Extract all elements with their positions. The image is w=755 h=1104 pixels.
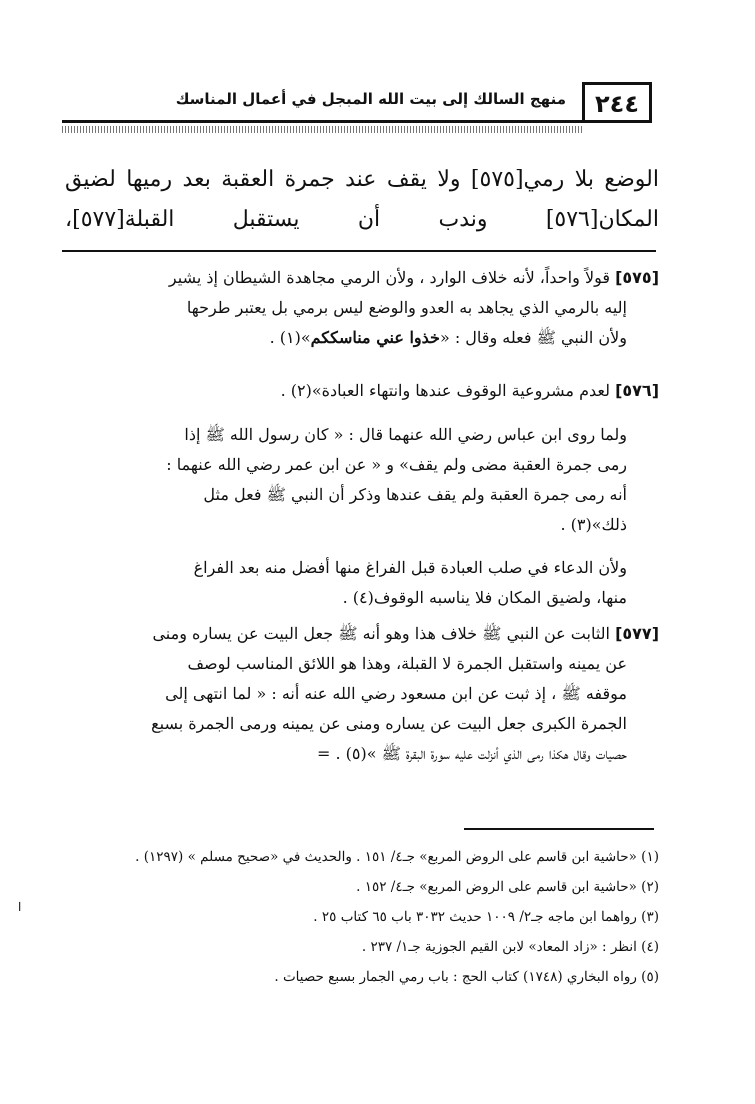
commentary-line: عن يمينه واستقبل الجمرة لا القبلة، وهذا هو اللائق المناسب لوصف [187,654,627,673]
header-hatch-divider [62,126,582,133]
main-text-line: المكان[٥٧٦] وندب أن يستقبل القبلة[٥٧٧]، [65,207,659,232]
footnotes [65,842,659,992]
commentary-line: ولما روى ابن عباس رضي الله عنهما قال : « كان رسول الله ﷺ إذا [184,425,627,444]
footnote: (١) «حاشية ابن قاسم على الروض المربع» جـ٤/ ١٥١ . والحديث في «صحيح مسلم » (١٢٩٧) . [135,849,659,865]
commentary-line: حصيات وقال هكذا رمى الذي أنزلت عليه سورة البقرة ﷺ »(٥) . = [316,744,627,763]
hadith-quote: خذوا عني مناسككم [310,328,440,347]
main-text-line: الوضع بلا رمي[٥٧٥] ولا يقف عند جمرة العقبة بعد رميها لضيق [65,167,659,192]
footnote: (٣) رواهما ابن ماجه جـ٢/ ١٠٠٩ حديث ٣٠٣٢ باب ٦٥ كتاب ٢٥ . [313,909,659,925]
running-title: منهج السالك إلى بيت الله المبجل في أعمال المناسك [175,90,566,108]
commentary-line: ولأن الدعاء في صلب العبادة قبل الفراغ منها أفضل منه بعد الفراغ [193,558,627,577]
footnote: (٥) رواه البخاري (١٧٤٨) كتاب الحج : باب رمي الجمار بسبع حصيات . [274,969,659,985]
commentary-tag: [٥٧٥] [615,268,659,287]
commentary-576 [65,376,659,406]
commentary-paragraph [65,553,627,613]
commentary-line: موقفه ﷺ ، إذ ثبت عن ابن مسعود رضي الله عنه أنه : « لما انتهى إلى [165,684,627,703]
commentary-line: ذلك»(٣) . [560,515,627,534]
commentary-577 [65,619,659,769]
commentary-line: منها، ولضيق المكان فلا يناسبه الوقوف(٤) . [342,588,627,607]
commentary-tag: [٥٧٧] [615,624,659,643]
commentary-line: الجمرة الكبرى جعل البيت عن يساره ومنى عن يمينه ورمى الجمرة بسبع [151,714,627,733]
main-text [65,160,659,240]
header-rule [62,120,652,123]
margin-mark: ا [18,900,22,914]
commentary-line: ولأن النبي ﷺ فعله وقال : «خذوا عني مناسككم»(١) . [269,328,627,347]
commentary-tag: [٥٧٦] [615,381,659,400]
footnote-rule [464,828,654,830]
commentary-line: لعدم مشروعية الوقوف عندها وانتهاء العبادة»(٢) . [280,381,610,400]
footnote: (٤) انظر : «زاد المعاد» لابن القيم الجوزية جـ١/ ٢٣٧ . [361,939,659,955]
text-commentary-separator [62,250,656,252]
commentary-line: إليه بالرمي الذي يجاهد به العدو والوضع ليس برمي بل يعتبر طرحها [186,298,627,317]
commentary-line: قولاً واحداً، لأنه خلاف الوارد ، ولأن الرمي مجاهدة الشيطان إذ يشير [168,268,610,287]
page-number: ٢٤٤ [582,82,652,123]
commentary-line: الثابت عن النبي ﷺ خلاف هذا وهو أنه ﷺ جعل البيت عن يساره ومنى [152,624,610,643]
page-header [62,80,652,130]
commentary-line: رمى جمرة العقبة مضى ولم يقف» و « عن ابن عمر رضي الله عنهما : [166,455,627,474]
commentary-paragraph [65,420,627,540]
footnote: (٢) «حاشية ابن قاسم على الروض المربع» جـ٤/ ١٥٢ . [356,879,659,895]
commentary-line: أنه رمى جمرة العقبة ولم يقف عندها وذكر أن النبي ﷺ فعل مثل [203,485,627,504]
commentary-575 [65,263,659,353]
